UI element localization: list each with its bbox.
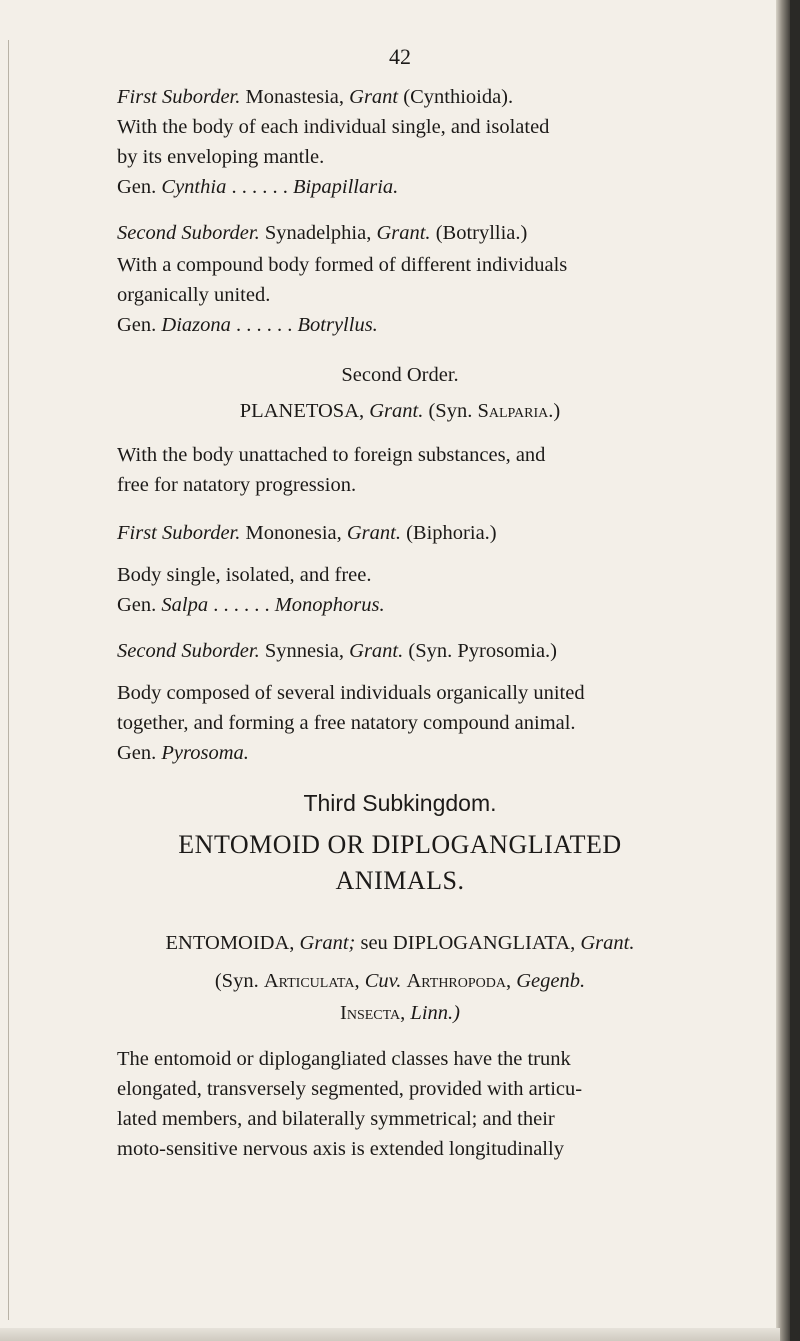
- body-line: Body single, isolated, and free.: [117, 564, 372, 586]
- body-line: Body composed of several individuals organically united: [117, 682, 585, 704]
- page-edge-line: [8, 40, 9, 1320]
- order-synonym: Salparia.): [477, 400, 561, 422]
- suborder-label: Second Suborder.: [117, 222, 260, 244]
- genus-name: Diazona: [161, 314, 231, 336]
- suborder-name: Monastesia,: [245, 86, 345, 108]
- suborder-author: Grant: [349, 86, 399, 108]
- suborder-synonym: (Biphoria.): [406, 522, 497, 544]
- genus-prefix: Gen.: [117, 742, 157, 764]
- body-line: organically united.: [117, 284, 271, 306]
- body-line: With the body unattached to foreign substances, and: [117, 444, 546, 466]
- genus-line: [117, 310, 727, 340]
- synonym-author: Linn.): [410, 1002, 460, 1024]
- subkingdom-title-line-1: ENTOMOID OR DIPLOGANGLIATED: [178, 830, 622, 859]
- paragraph-line: elongated, transversely segmented, provided with articu-: [117, 1078, 583, 1100]
- page-number: 42: [389, 44, 411, 69]
- suborder-heading: [117, 82, 727, 112]
- paragraph-line: The entomoid or diplogangliated classes have the trunk: [117, 1048, 571, 1070]
- suborder-label: First Suborder.: [117, 522, 241, 544]
- genus-line: [117, 172, 727, 202]
- suborder-heading: [117, 636, 727, 666]
- synonym-name: seu DIPLOGANGLIATA,: [360, 932, 576, 954]
- leader-dots: . . . . . .: [231, 176, 288, 198]
- suborder-synonym: (Cynthioida).: [403, 86, 514, 108]
- subkingdom-heading: Third Subkingdom.: [303, 790, 497, 816]
- book-binding-shadow: [790, 0, 800, 1341]
- suborder-name: Synnesia,: [264, 640, 345, 662]
- suborder-synonym: (Syn. Pyrosomia.): [408, 640, 557, 662]
- order-synonym-open: (Syn.: [428, 400, 473, 422]
- paragraph-line: lated members, and bilaterally symmetrical; and their: [117, 1108, 555, 1130]
- body-line: free for natatory progression.: [117, 474, 357, 496]
- synonym-author: Grant.: [580, 932, 635, 954]
- order-author: Grant.: [369, 400, 424, 422]
- suborder-label: First Suborder.: [117, 86, 241, 108]
- synonym-name: Arthropoda,: [406, 970, 512, 992]
- suborder-name: Synadelphia,: [264, 222, 372, 244]
- synonym-author: Gegenb.: [516, 970, 586, 992]
- suborder-heading: [117, 218, 727, 248]
- body-line: With the body of each individual single, and isolated: [117, 116, 550, 138]
- suborder-synonym: (Botryllia.): [435, 222, 528, 244]
- synonym-open: (Syn.: [214, 970, 259, 992]
- leader-dots: . . . . . .: [236, 314, 293, 336]
- body-line: together, and forming a free natatory compound animal.: [117, 712, 576, 734]
- genus-name: Pyrosoma.: [161, 742, 249, 764]
- genus-prefix: Gen.: [117, 314, 157, 336]
- synonym-line-3: [0, 998, 800, 1028]
- paragraph-line: moto-sensitive nervous axis is extended longitudinally: [117, 1138, 564, 1160]
- synonym-name: Insecta,: [340, 1002, 406, 1024]
- leader-dots: . . . . . .: [213, 594, 270, 616]
- synonym-name: Articulata,: [263, 970, 360, 992]
- suborder-name: Mononesia,: [245, 522, 342, 544]
- synonym-author: Cuv.: [364, 970, 402, 992]
- synonym-line-main: [0, 928, 800, 958]
- synonym-line-2: [0, 966, 800, 996]
- suborder-author: Grant.: [346, 522, 401, 544]
- genus-alternate: Monophorus.: [274, 594, 385, 616]
- body-line: by its enveloping mantle.: [117, 146, 325, 168]
- body-line: With a compound body formed of different individuals: [117, 254, 568, 276]
- genus-name: Salpa: [161, 594, 209, 616]
- synonym-name: ENTOMOIDA,: [165, 932, 295, 954]
- genus-prefix: Gen.: [117, 594, 157, 616]
- genus-prefix: Gen.: [117, 176, 157, 198]
- genus-line: [117, 738, 727, 768]
- suborder-author: Grant.: [349, 640, 404, 662]
- suborder-label: Second Suborder.: [117, 640, 260, 662]
- suborder-author: Grant.: [376, 222, 431, 244]
- synonym-author: Grant;: [299, 932, 356, 954]
- genus-alternate: Bipapillaria.: [292, 176, 399, 198]
- order-name-line: [0, 396, 800, 426]
- suborder-heading: [117, 518, 727, 548]
- page-bottom-shadow: [0, 1328, 780, 1341]
- genus-name: Cynthia: [161, 176, 227, 198]
- genus-line: [117, 590, 727, 620]
- order-name: PLANETOSA,: [239, 400, 365, 422]
- subkingdom-title-line-2: ANIMALS.: [335, 866, 465, 895]
- order-heading: Second Order.: [341, 364, 459, 386]
- genus-alternate: Botryllus.: [297, 314, 378, 336]
